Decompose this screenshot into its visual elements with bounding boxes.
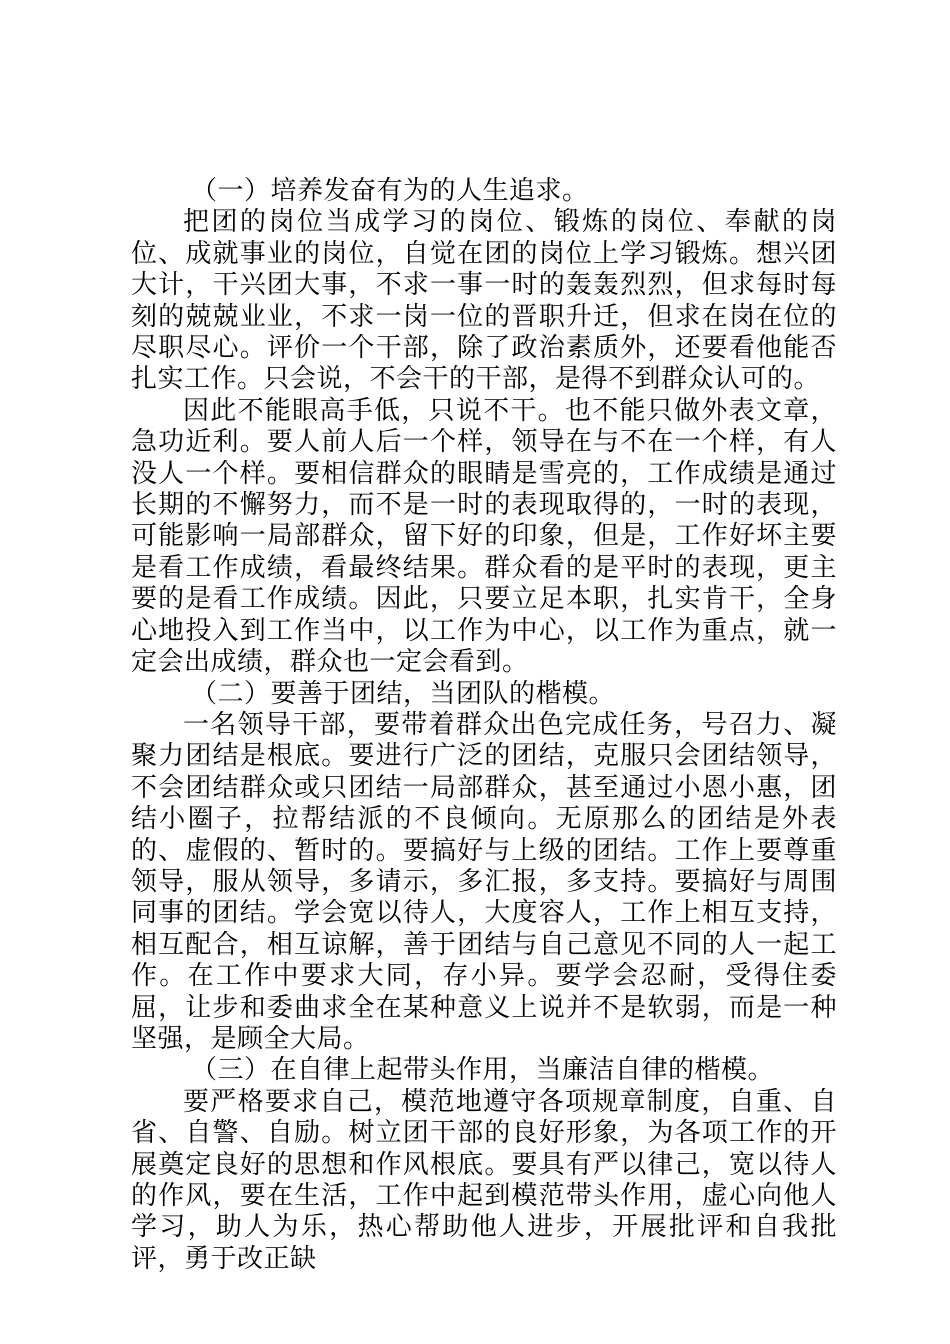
paragraph-1: 把团的岗位当成学习的岗位、锻炼的岗位、奉献的岗位、成就事业的岗位，自觉在团的岗位上学习锻炼。想兴团大计，干兴团大事，不求一事一时的轰轰烈烈，但求每时每刻的兢兢业业，不求一岗一位的晋职升迁，但求在岗在位的尽职尽心。评价一个干部，除了政治素质外，还要看他能否扎实工作。只会说，不会干的干部，是得不到群众认可的。 xyxy=(131,207,837,395)
paragraph-3: 一名领导干部，要带着群众出色完成任务，号召力、凝聚力团结是根底。要进行广泛的团结，克服只会团结领导，不会团结群众或只团结一局部群众，甚至通过小恩小惠，团结小圈子，拉帮结派的不良倾向。无原那么的团结是外表的、虚假的、暂时的。要搞好与上级的团结。工作上要尊重领导，服从领导，多请示，多汇报，多支持。要搞好与周围同事的团结。学会宽以待人，大度容人，工作上相互支持，相互配合，相互谅解，善于团结与自己意见不同的人一起工作。在工作中要求大同，存小异。要学会忍耐，受得住委屈，让步和委曲求全在某种意义上说并不是软弱，而是一种坚强，是顾全大局。 xyxy=(131,709,837,1054)
section-heading-3: （三）在自律上起带头作用，当廉洁自律的楷模。 xyxy=(191,1055,775,1086)
section-heading-2: （二）要善于团结，当团队的楷模。 xyxy=(191,678,616,709)
paragraph-2: 因此不能眼高手低，只说不干。也不能只做外表文章，急功近利。要人前人后一个样，领导在与不在一个样，有人没人一个样。要相信群众的眼睛是雪亮的，工作成绩是通过长期的不懈努力，而不是一时的表现取得的，一时的表现，可能影响一局部群众，留下好的印象，但是，工作好坏主要是看工作成绩，看最终结果。群众看的是平时的表现，更主要的是看工作成绩。因此，只要立足本职，扎实肯干，全身心地投入到工作当中，以工作为中心，以工作为重点，就一定会出成绩，群众也一定会看到。 xyxy=(131,395,837,678)
section-heading-1: （一）培养发奋有为的人生追求。 xyxy=(191,176,589,206)
paragraph-4: 要严格要求自己，模范地遵守各项规章制度，自重、自省、自警、自励。树立团干部的良好形象，为各项工作的开展奠定良好的思想和作风根底。要具有严以律己，宽以待人的作风，要在生活，工作中起到模范带头作用，虚心向他人学习，助人为乐，热心帮助他人进步，开展批评和自我批评，勇于改正缺 xyxy=(131,1086,837,1274)
document-body xyxy=(131,176,837,1275)
